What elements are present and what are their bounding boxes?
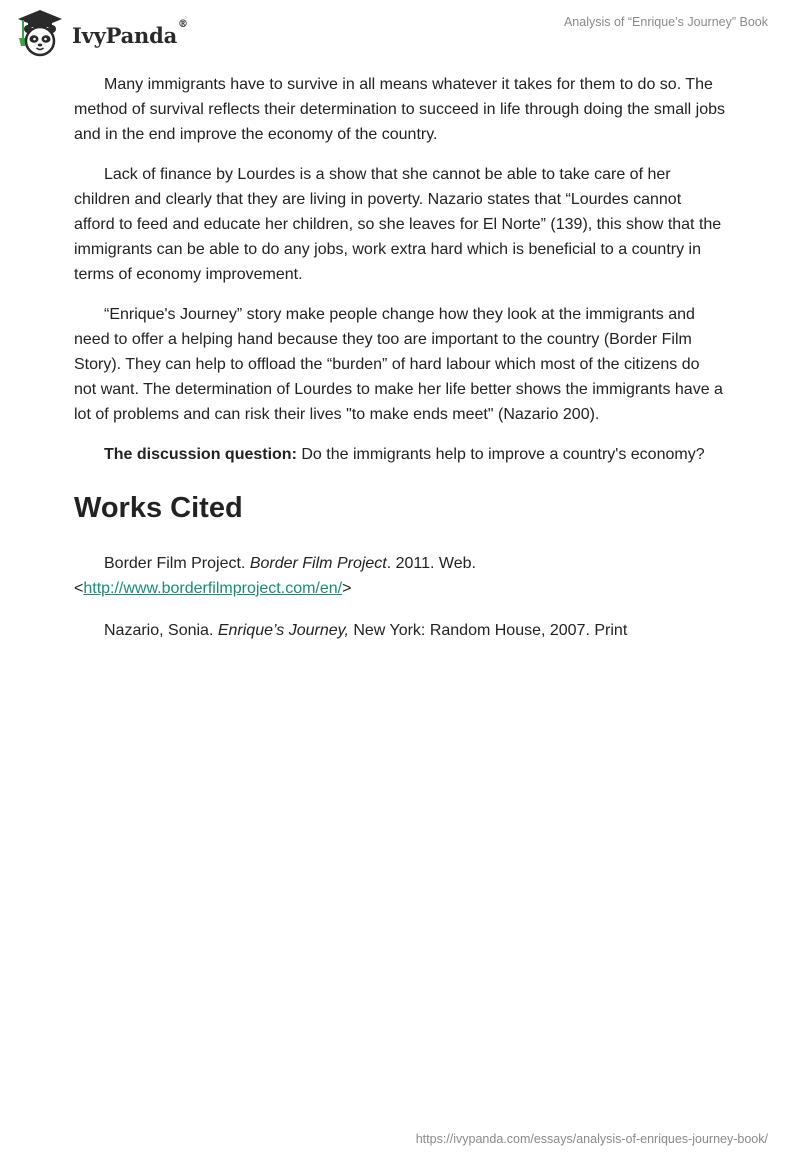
works-cited-heading: Works Cited <box>74 492 243 524</box>
citation-entry-2 <box>74 618 726 643</box>
citation-suffix: New York: Random House, 2007. Print <box>348 622 628 639</box>
citation-link[interactable]: http://www.borderfilmproject.com/en/ <box>83 580 343 597</box>
ivypanda-logo[interactable] <box>14 8 188 58</box>
citation-prefix: Nazario, Sonia. <box>104 622 218 639</box>
body-paragraph-3: “Enrique's Journey” story make people change how they look at the immigrants and need to offer a helping hand because they too are important to the country (Border Film Story). They can help to offload the “burden” of hard labour which most of the citizens do not want. The determination of Lourdes to make her life better shows the immigrants have a lot of problems and can risk their lives "to make ends meet" (Nazario 200). <box>74 306 723 423</box>
citation-prefix: Border Film Project. <box>104 555 250 572</box>
discussion-text: Do the immigrants help to improve a country's economy? <box>296 446 705 463</box>
discussion-question-paragraph <box>74 442 726 467</box>
body-paragraph-1: Many immigrants have to survive in all means whatever it takes for them to do so. The method of survival reflects their determination to succeed in life through doing the small jobs and in the end improve the economy of the country. <box>74 76 726 143</box>
panda-graduation-cap-icon <box>14 8 66 58</box>
footer-source-url: https://ivypanda.com/essays/analysis-of-enriques-journey-book/ <box>415 1132 768 1146</box>
essay-content <box>74 72 726 660</box>
body-paragraph-2: Lack of finance by Lourdes is a show that she cannot be able to take care of her children and clearly that they are living in poverty. Nazario states that “Lourdes cannot afford to feed and educate her children, so she leaves for El Norte” (139), this show that the immigrants can be able to do any jobs, work extra hard which is beneficial to a country in terms of economy improvement. <box>74 166 722 283</box>
citation-title: Enrique’s Journey, <box>217 622 349 639</box>
document-title: Analysis of “Enrique’s Journey” Book <box>563 15 768 29</box>
citation-title: Border Film Project <box>249 555 387 572</box>
page-header <box>0 0 800 60</box>
discussion-label: The discussion question: <box>104 446 297 463</box>
registered-mark: ® <box>178 18 188 30</box>
logo-wordmark: IvyPanda® <box>72 18 188 48</box>
citation-entry-1 <box>74 551 726 601</box>
citation-end: > <box>342 580 352 597</box>
citation-suffix: . 2011. Web. < <box>74 555 476 597</box>
